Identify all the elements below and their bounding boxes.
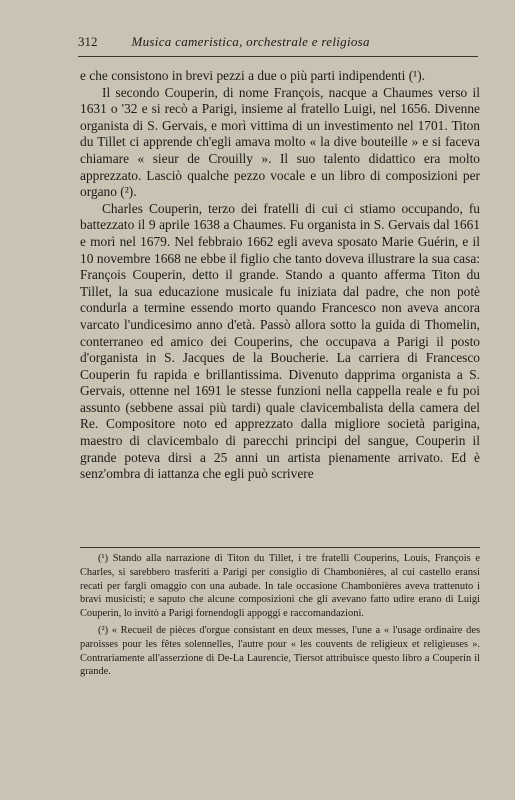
header-rule: [78, 56, 478, 57]
paragraph-1: e che consistono in brevi pezzi a due o più parti indipendenti (¹).: [80, 68, 425, 83]
page-number: 312: [78, 34, 98, 49]
footnotes: [80, 552, 480, 682]
footnote-1: (¹) Stando alla narrazione di Titon du Tillet, i tre fratelli Couperins, Louis, François e Charles, si sarebbero trasferiti a Parigi per consiglio di Chambonières, al cui castello eransi recati per fargli omaggio con una aubade. In tale occasione Chambonières aveva trattenuto i bravi musicisti; e saputo che alcune composizioni che gli avevano fatto udire erano di Luigi Couperin, lo invitò a Parigi fornendogli appoggi e raccomandazioni.: [80, 553, 480, 620]
page-header: [78, 34, 478, 50]
main-text: [80, 68, 480, 483]
paragraph-2: Il secondo Couperin, di nome François, nacque a Chaumes verso il 1631 o '32 e si recò a Parigi, insieme al fratello Luigi, nel 1656. Divenne organista di S. Gervais, e morì vittima di un investimento nel 1701. Titon du Tillet ci apprende ch'egli amava molto « la dive bouteille » e si faceva chiamare « sieur de Crouilly ». Il suo talento didattico era molto apprezzato. Lasciò qualche pezzo vocale e un libro di composizioni per organo (²).: [80, 84, 480, 200]
running-title: Musica cameristica, orchestrale e religiosa: [131, 34, 370, 49]
paragraph-3: Charles Couperin, terzo dei fratelli di cui ci stiamo occupando, fu battezzato il 9 aprile 1638 a Chaumes. Fu organista in S. Gervais dal 1661 e morì nel 1679. Nel febbraio 1662 egli aveva sposato Marie Guérin, e il 10 novembre 1668 ne ebbe il figlio che tanto doveva illustrare la sua casa: François Couperin, detto il grande. Stando a quanto afferma Titon du Tillet, la sua educazione musicale fu iniziata dal padre, che non potè condurla a termine essendo morto quando Francesco non aveva ancora varcato l'undicesimo anno d'età. Passò allora sotto la guida di Thomelin, conterraneo ed amico dei Couperins, che occupava a Parigi il posto d'organista in S. Jacques de la Boucherie. La carriera di Francesco Couperin fu rapida e brillantissima. Divenuto dapprima organista a S. Gervais, ottenne nel 1691 le stesse funzioni nella cappella reale e fu poi assunto (sebbene assai più tardi) quale clavicembalista della camera del Re. Compositore noto ed apprezzato dalla migliore società parigina, maestro di clavicembalo di parecchi principi del sangue, Couperin il grande poteva dirsi a 25 anni un artista pienamente arrivato. Ed è senz'ombra di iattanza che egli può scrivere: [80, 200, 480, 482]
footnote-2: (²) « Recueil de pièces d'orgue consistant en deux messes, l'une a « l'usage ordinaire des paroisses pour les fêtes solennelles, l'autre pour « les couvents de religieux et religieuses ». Contrariamente all'asserzione di De-La Laurencie, Tiersot attribuisce questo libro a Couperin il grande.: [80, 624, 480, 678]
footnote-rule: [80, 547, 480, 548]
